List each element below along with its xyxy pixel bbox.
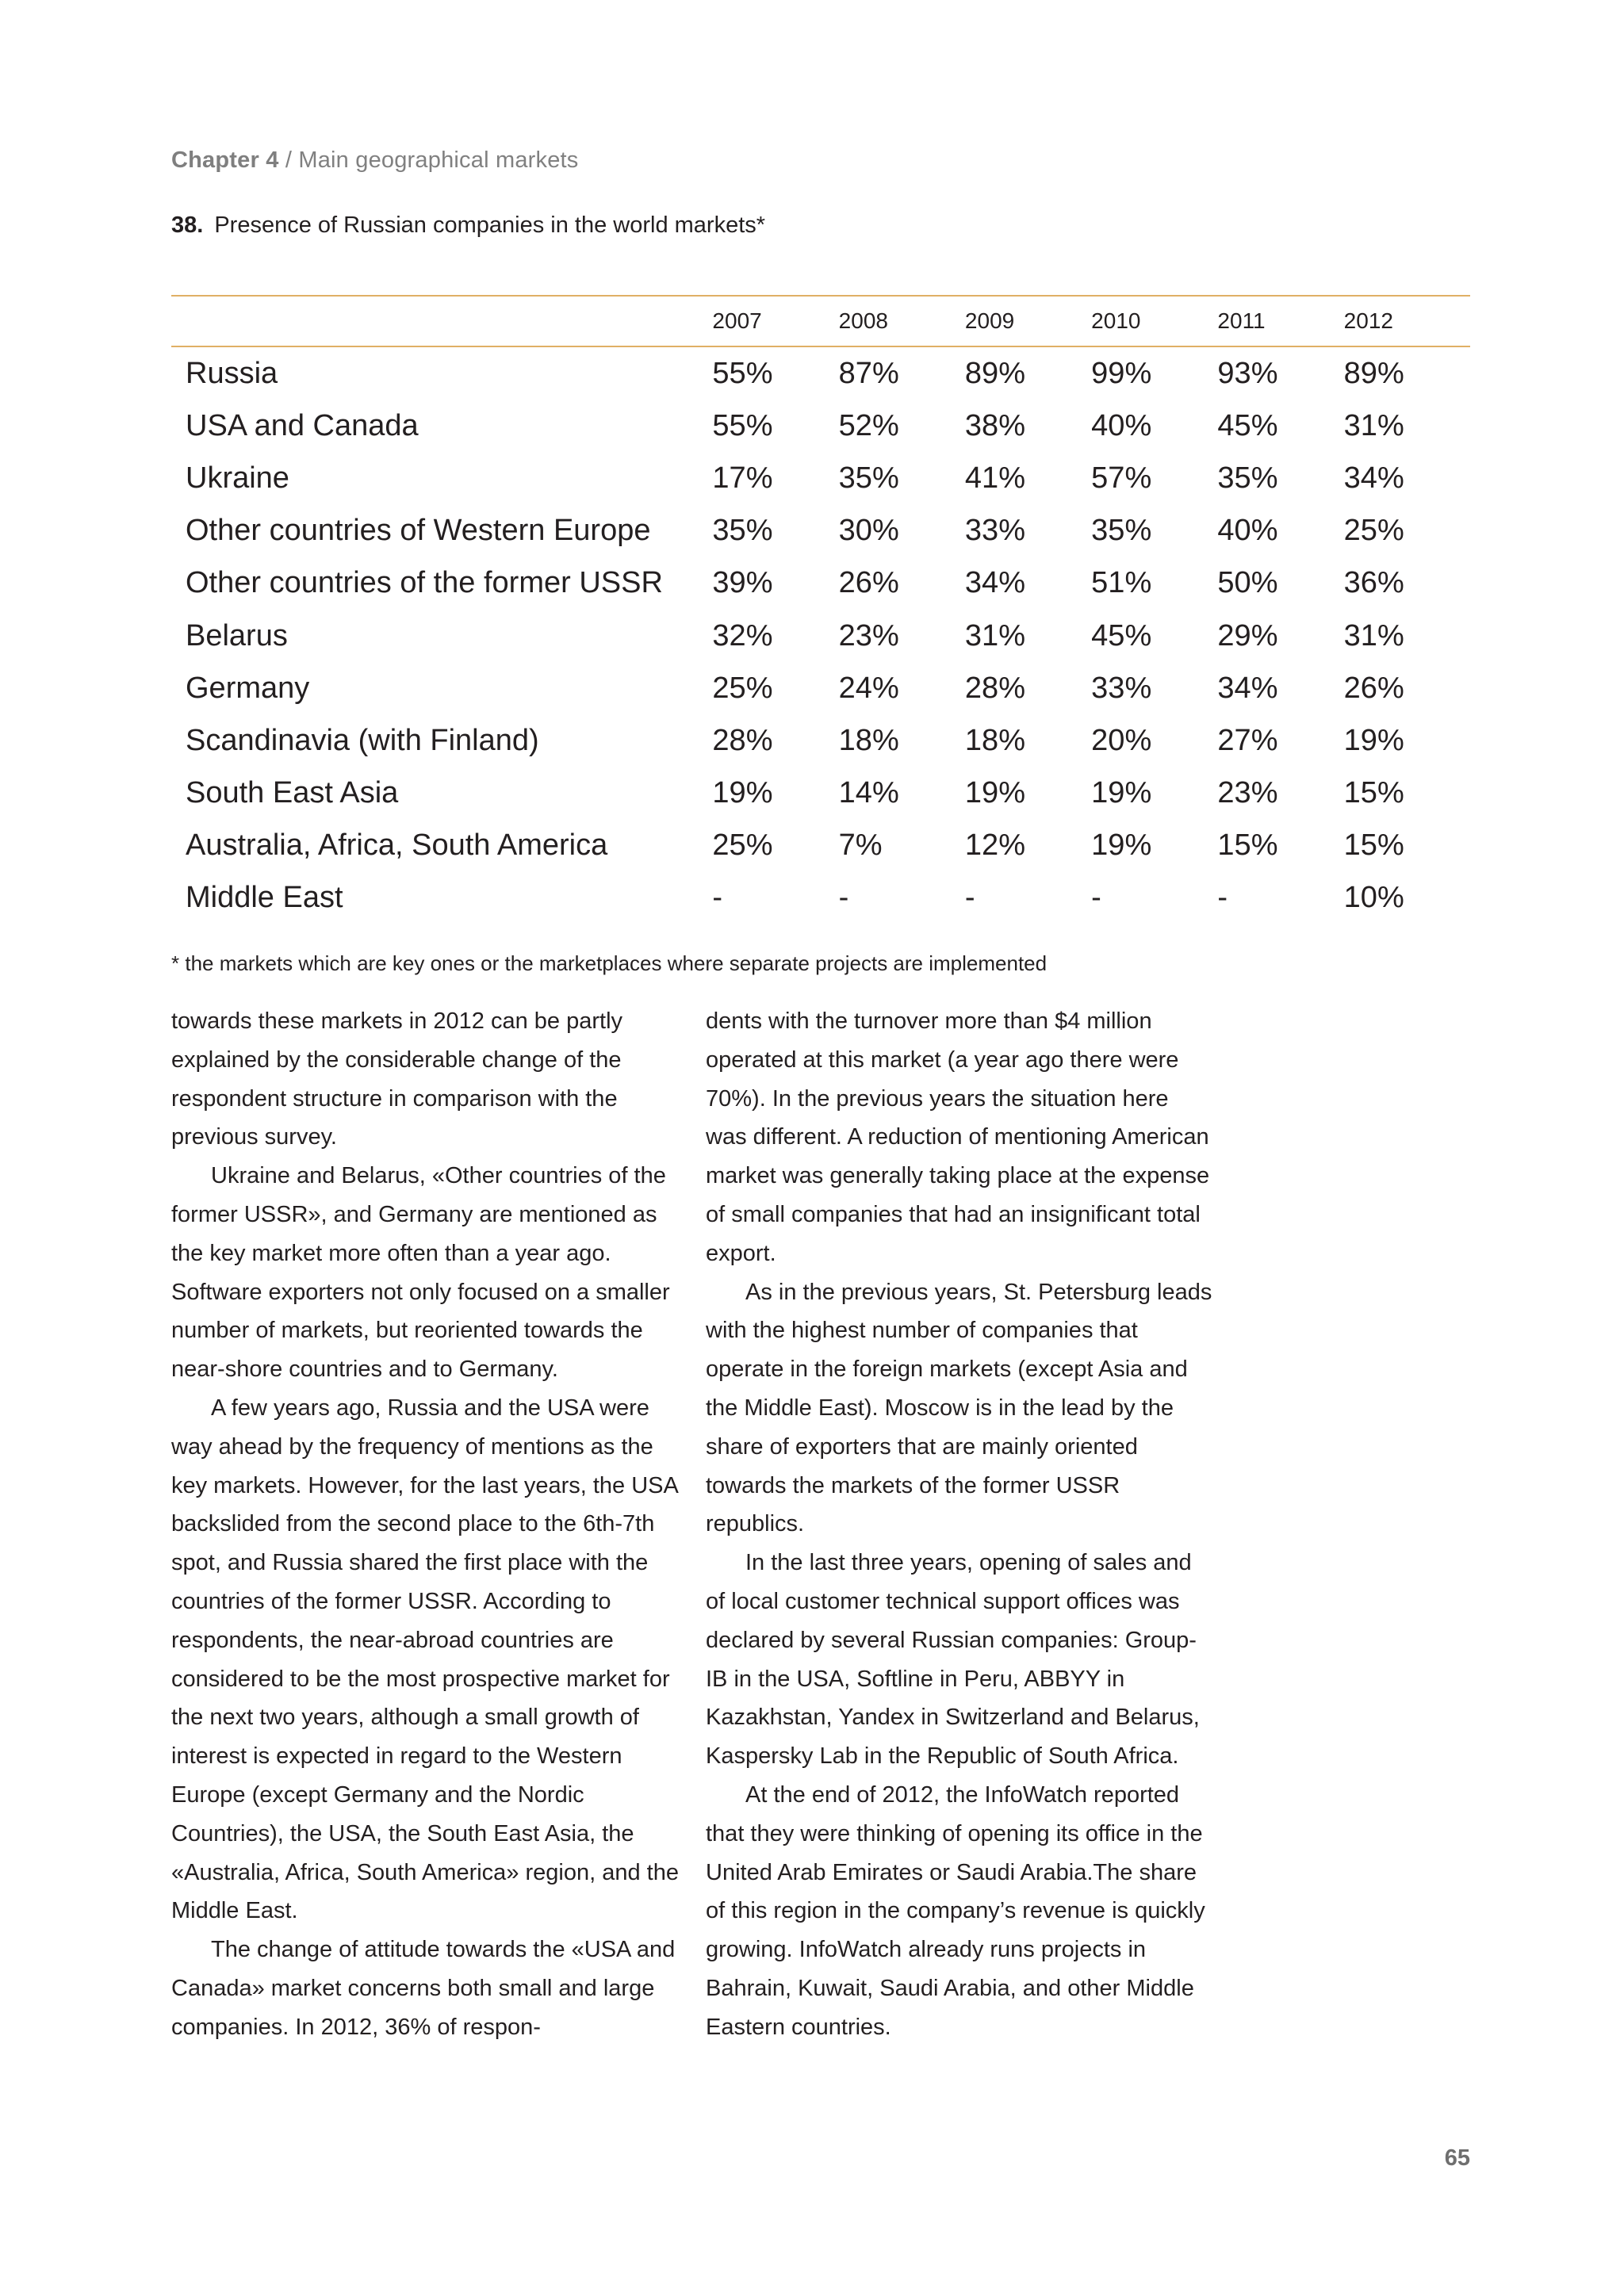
country-cell: Scandinavia (with Finland) <box>186 723 539 757</box>
country-cell: Other countries of Western Europe <box>186 514 651 548</box>
table-row <box>171 400 1470 452</box>
header-cell-year: 2007 <box>712 296 838 346</box>
paragraph: At the end of 2012, the InfoWatch reported that they were thinking of opening its office in the United Arab Emirates or Saudi Arabia.The share of this region in the company’s revenue is quickly growing. InfoWatch already runs projects in Bahrain, Kuwait, Saudi Arabia, and other Middle Eastern countries. <box>706 1781 1205 2040</box>
value-cell: 30% <box>838 514 899 548</box>
value-cell: 38% <box>964 408 1025 442</box>
paragraph: In the last three years, opening of sales and of local customer technical support offices was declared by several Russian companies: Group-IB in the USA, Softline in Peru, ABBYY in Kazakhstan, Yandex in Switzerland and Belarus, Kaspersky Lab in the Republic of South Africa. <box>706 1550 1200 1770</box>
table-row <box>171 346 1470 400</box>
value-cell: 52% <box>838 408 899 442</box>
value-cell: 18% <box>838 723 899 757</box>
table-header-row <box>171 296 1470 346</box>
data-table-container <box>171 295 1470 924</box>
country-cell: South East Asia <box>186 776 399 810</box>
body-column-right <box>706 1002 1213 2047</box>
value-cell: 19% <box>712 776 773 810</box>
country-cell: Ukraine <box>186 461 289 495</box>
value-cell: 87% <box>838 356 899 390</box>
value-cell: - <box>1091 881 1101 915</box>
value-cell: 15% <box>1343 828 1404 863</box>
value-cell: 51% <box>1091 566 1152 600</box>
value-cell: 93% <box>1217 356 1278 390</box>
value-cell: 23% <box>1217 776 1278 810</box>
figure-caption: Presence of Russian companies in the world markets* <box>214 212 766 238</box>
value-cell: - <box>712 881 723 915</box>
table-row <box>171 452 1470 504</box>
value-cell: 50% <box>1217 566 1278 600</box>
value-cell: 41% <box>964 461 1025 495</box>
value-cell: 55% <box>712 408 773 442</box>
body-column-left <box>171 1002 679 2047</box>
value-cell: 15% <box>1343 776 1404 810</box>
value-cell: 35% <box>712 514 773 548</box>
value-cell: 31% <box>1343 408 1404 442</box>
value-cell: 31% <box>964 618 1025 652</box>
value-cell: 99% <box>1091 356 1152 390</box>
value-cell: - <box>838 881 849 915</box>
country-cell: USA and Canada <box>186 408 419 442</box>
value-cell: - <box>1217 881 1228 915</box>
value-cell: 28% <box>964 671 1025 705</box>
value-cell: 26% <box>1343 671 1404 705</box>
value-cell: 33% <box>1091 671 1152 705</box>
value-cell: 26% <box>838 566 899 600</box>
table-row <box>171 505 1470 557</box>
value-cell: 15% <box>1217 828 1278 863</box>
header-cell-year: 2012 <box>1344 296 1470 346</box>
table-row <box>171 872 1470 924</box>
country-cell: Australia, Africa, South America <box>186 828 608 863</box>
chapter-title: / Main geographical markets <box>278 147 579 173</box>
value-cell: 12% <box>964 828 1025 863</box>
page-number: 65 <box>1444 2145 1470 2171</box>
value-cell: 19% <box>1091 828 1152 863</box>
chapter-number: Chapter 4 <box>171 147 279 173</box>
table-row <box>171 557 1470 610</box>
value-cell: 24% <box>838 671 899 705</box>
table-body <box>171 346 1470 924</box>
value-cell: 57% <box>1091 461 1152 495</box>
value-cell: 19% <box>1343 723 1404 757</box>
value-cell: 45% <box>1091 618 1152 652</box>
country-cell: Belarus <box>186 618 288 652</box>
table-row <box>171 610 1470 662</box>
table-footnote: * the markets which are key ones or the marketplaces where separate projects are implemented <box>171 951 1048 975</box>
value-cell: 45% <box>1217 408 1278 442</box>
country-cell: Other countries of the former USSR <box>186 566 663 600</box>
value-cell: 7% <box>838 828 883 863</box>
value-cell: 40% <box>1091 408 1152 442</box>
header-cell-year: 2009 <box>965 296 1091 346</box>
header-cell-year: 2011 <box>1217 296 1343 346</box>
country-cell: Germany <box>186 671 310 705</box>
table-row <box>171 714 1470 767</box>
value-cell: 33% <box>964 514 1025 548</box>
paragraph: The change of attitude towards the «USA and Canada» market concerns both small and large companies. In 2012, 36% of respon- <box>171 1937 676 2040</box>
table-row <box>171 767 1470 820</box>
value-cell: 14% <box>838 776 899 810</box>
value-cell: 20% <box>1091 723 1152 757</box>
paragraph: As in the previous years, St. Petersburg leads with the highest number of companies that operate in the foreign markets (except Asia and the Middle East). Moscow is in the lead by the share of exporters that are mainly oriented towards the markets of the former USSR republics. <box>706 1279 1212 1537</box>
paragraph: A few years ago, Russia and the USA were way ahead by the frequency of mentions as the key markets. However, for the last years, the USA backslided from the second place to the 6th-7th spot, and Russia shared the first place with the countries of the former USSR. According to respondents, the near-abroad countries are considered to be the most prospective market for the next two years, although a small growth of interest is expected in regard to the Western Europe (except Germany and the Nordic Countries), the USA, the South East Asia, the «Australia, Africa, South America» region, and the Middle East. <box>171 1395 679 1924</box>
header-cell-country <box>171 296 712 346</box>
value-cell: 39% <box>712 566 773 600</box>
value-cell: 29% <box>1217 618 1278 652</box>
value-cell: 19% <box>964 776 1025 810</box>
value-cell: 19% <box>1091 776 1152 810</box>
value-cell: 17% <box>712 461 773 495</box>
value-cell: 10% <box>1343 881 1404 915</box>
paragraph: towards these markets in 2012 can be partly explained by the considerable change of the respondent structure in comparison with the previous survey. <box>171 1008 623 1150</box>
value-cell: 34% <box>964 566 1025 600</box>
table-row <box>171 662 1470 714</box>
chapter-heading <box>171 147 579 174</box>
value-cell: 25% <box>712 828 773 863</box>
value-cell: 25% <box>1343 514 1404 548</box>
value-cell: 35% <box>838 461 899 495</box>
value-cell: 18% <box>964 723 1025 757</box>
value-cell: 31% <box>1343 618 1404 652</box>
value-cell: 27% <box>1217 723 1278 757</box>
value-cell: 34% <box>1217 671 1278 705</box>
value-cell: 89% <box>1343 356 1404 390</box>
figure-number: 38. <box>171 212 204 238</box>
value-cell: 35% <box>1091 514 1152 548</box>
value-cell: 40% <box>1217 514 1278 548</box>
value-cell: 23% <box>838 618 899 652</box>
market-presence-table <box>171 295 1470 924</box>
header-cell-year: 2010 <box>1091 296 1217 346</box>
country-cell: Middle East <box>186 881 343 915</box>
header-cell-year: 2008 <box>839 296 965 346</box>
paragraph: Ukraine and Belarus, «Other countries of the former USSR», and Germany are mentioned as the key market more often than a year ago. Software exporters not only focused on a smaller number of markets, but reoriented towards the near-shore countries and to Germany. <box>171 1163 670 1383</box>
value-cell: 32% <box>712 618 773 652</box>
table-row <box>171 820 1470 872</box>
figure-title <box>171 212 765 239</box>
value-cell: 28% <box>712 723 773 757</box>
value-cell: 34% <box>1343 461 1404 495</box>
value-cell: 55% <box>712 356 773 390</box>
value-cell: - <box>964 881 975 915</box>
value-cell: 36% <box>1343 566 1404 600</box>
value-cell: 25% <box>712 671 773 705</box>
value-cell: 35% <box>1217 461 1278 495</box>
value-cell: 89% <box>964 356 1025 390</box>
paragraph: dents with the turnover more than $4 million operated at this market (a year ago there were 70%). In the previous years the situation here was different. A reduction of mentioning American market was generally taking place at the expense of small companies that had an insignificant total export. <box>706 1008 1210 1266</box>
country-cell: Russia <box>186 356 278 390</box>
